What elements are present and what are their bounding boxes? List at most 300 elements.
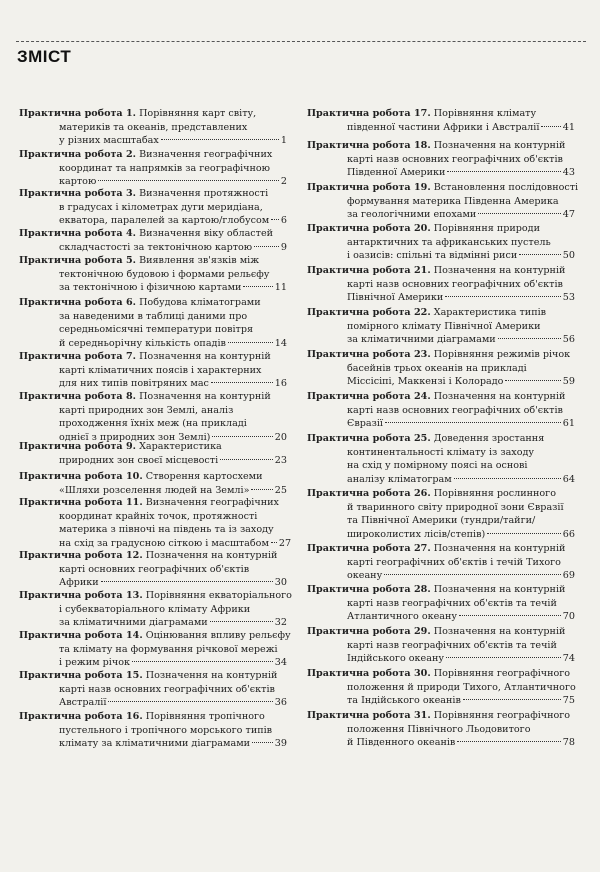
toc-entry-line [19, 296, 287, 310]
toc-page-number: 69 [562, 570, 575, 582]
toc-entry-line [307, 107, 575, 121]
toc-leader-dots [541, 126, 560, 127]
toc-entry-line [307, 583, 575, 597]
toc-entry-line [19, 404, 287, 418]
toc-entry-line [19, 656, 287, 670]
toc-entry-text: на схід у помірному поясі на основі [347, 460, 528, 472]
toc-entry-text: Позначення на контурній [433, 265, 566, 276]
toc-entry-line [307, 681, 575, 695]
toc-entry-text: пустельного і тропічного морського типів [59, 724, 273, 736]
toc-entry-line [19, 643, 287, 657]
toc-entry-label: Практична робота 29. [307, 626, 431, 637]
toc-entry-line [19, 696, 287, 710]
toc-page-number: 30 [274, 577, 287, 589]
toc-entry-text: Встановлення послідовності [433, 182, 579, 193]
toc-entry-text: Австралії [59, 697, 107, 709]
toc-leader-dots [108, 701, 272, 702]
toc-entry-label: Практична робота 26. [307, 488, 431, 499]
toc-entry-text: за кліматичними діаграмами [59, 617, 208, 629]
toc-entry-label: Практична робота 25. [307, 433, 431, 444]
toc-entry-line [19, 629, 291, 643]
toc-entry-text: Позначення на контурній [139, 351, 271, 362]
toc-entry-text: Порівняння природи [433, 223, 540, 234]
toc-entry-line [307, 348, 575, 362]
toc-entry-line [307, 195, 575, 209]
toc-entry-text: Характеристика [139, 441, 222, 452]
toc-entry-text: карті назв географічних об'єктів та течій [347, 597, 557, 609]
toc-entry-text: Позначення на контурній [139, 391, 271, 402]
toc-leader-dots [271, 542, 277, 543]
toc-entry-line [19, 470, 287, 484]
toc-entry-text: океану [347, 570, 383, 582]
toc-entry-line [307, 597, 575, 611]
toc-entry-text: положення й природи Тихого, Атлантичного [347, 681, 576, 693]
toc-entry-line [307, 278, 575, 292]
toc-page-number: 41 [562, 121, 575, 133]
toc-entry-line [307, 652, 575, 666]
toc-entry-line [307, 625, 575, 639]
toc-entry-line [19, 227, 287, 241]
toc-entry-label: Практична робота 8. [19, 391, 136, 402]
toc-entry-line [307, 432, 575, 446]
toc-leader-dots [463, 699, 561, 700]
toc-leader-dots [505, 380, 560, 381]
toc-entry-text: на схід за градусною сіткою і масштабом [59, 537, 269, 549]
toc-entry[interactable] [19, 549, 287, 590]
toc-entry-line [19, 268, 287, 282]
toc-leader-dots [384, 574, 561, 575]
toc-entry-line [19, 669, 287, 683]
toc-entry[interactable] [307, 348, 575, 389]
toc-entry-text: Індійського океану [347, 653, 444, 665]
toc-entry-line [307, 320, 575, 334]
toc-entry-text: Порівняння екваторіального [145, 590, 292, 601]
toc-entry-line [19, 576, 287, 590]
toc-page-number: 32 [274, 617, 287, 629]
toc-entry-line [19, 241, 287, 255]
toc-page-number: 61 [562, 418, 575, 430]
toc-entry-line [19, 121, 287, 135]
toc-entry[interactable] [19, 440, 287, 467]
toc-entry-line [307, 236, 575, 250]
toc-entry-line [307, 404, 575, 418]
toc-entry-text: Африки [59, 577, 99, 589]
toc-entry-text: Порівняння режимів річок [433, 349, 571, 360]
toc-entry[interactable] [19, 254, 287, 295]
toc-entry-line [307, 291, 575, 305]
toc-entry[interactable] [19, 187, 287, 228]
toc-entry-line [307, 514, 575, 528]
toc-page-number: 39 [274, 738, 287, 750]
toc-entry-text: карті назв основних географічних об'єктів [347, 153, 563, 165]
toc-leader-dots [211, 382, 273, 383]
toc-entry-label: Практична робота 16. [19, 711, 143, 722]
toc-entry-text: Визначення географічних [145, 497, 279, 508]
toc-entry-line [19, 162, 287, 176]
toc-entry-text: проходження їхніх меж (на прикладі [59, 418, 247, 430]
toc-entry-text: Порівняння тропічного [145, 711, 265, 722]
toc-entry[interactable] [307, 432, 575, 486]
top-rule [16, 41, 586, 42]
toc-entry[interactable] [19, 227, 287, 254]
toc-leader-dots [161, 139, 279, 140]
toc-entry-line [307, 121, 575, 135]
toc-entry-label: Практична робота 22. [307, 307, 431, 318]
toc-entry-line [307, 694, 575, 708]
toc-entry[interactable] [19, 148, 287, 189]
toc-page-number: 47 [562, 209, 575, 221]
toc-entry-label: Практична робота 21. [307, 265, 431, 276]
toc-entry-line [307, 333, 575, 347]
toc-entry-text: Характеристика типів [433, 307, 547, 318]
toc-entry-text: карті назв географічних об'єктів та течій [347, 639, 557, 651]
toc-entry[interactable] [307, 264, 575, 305]
toc-entry-label: Практична робота 18. [307, 140, 431, 151]
toc-entry-label: Практична робота 27. [307, 543, 431, 554]
toc-entry-label: Практична робота 28. [307, 584, 431, 595]
toc-entry[interactable] [19, 296, 287, 350]
toc-entry-label: Практична робота 5. [19, 255, 136, 266]
toc-entry-line [19, 417, 287, 431]
toc-entry-text: середньомісячні температури повітря [59, 324, 254, 336]
toc-entry-label: Практична робота 2. [19, 149, 136, 160]
toc-entry-text: екватора, паралелей за картою/глобусом [59, 215, 270, 227]
toc-entry-line [307, 181, 579, 195]
toc-entry-line [307, 222, 575, 236]
page-title: ЗМІСТ [17, 47, 72, 66]
toc-entry-line [19, 510, 287, 524]
toc-entry[interactable] [19, 710, 287, 751]
toc-entry-label: Практична робота 4. [19, 228, 136, 239]
toc-entry-text: Євразії [347, 418, 383, 430]
toc-entry-line [307, 556, 575, 570]
toc-page-number: 64 [562, 473, 575, 485]
toc-entry-line [19, 603, 287, 617]
toc-entry-text: положення Північного Льодовитого [347, 723, 531, 735]
toc-entry-line [19, 134, 287, 148]
toc-entry-label: Практична робота 7. [19, 351, 136, 362]
toc-entry-line [307, 208, 575, 222]
toc-entry[interactable] [307, 625, 575, 666]
toc-entry-line [19, 523, 287, 537]
toc-page-number: 78 [562, 737, 575, 749]
toc-entry-text: і оазисів: спільні та відмінні риси [347, 250, 518, 262]
toc-entry[interactable] [307, 487, 575, 541]
toc-entry-line [307, 501, 575, 515]
toc-entry-line [307, 667, 575, 681]
toc-entry-line [19, 496, 287, 510]
toc-leader-dots [271, 219, 279, 220]
toc-entry[interactable] [19, 107, 287, 148]
toc-page-number: 50 [562, 250, 575, 262]
toc-page-number: 70 [562, 611, 575, 623]
toc-entry-text: карті природних зон Землі, аналіз [59, 404, 234, 416]
toc-entry-text: Позначення на контурній [433, 140, 566, 151]
toc-entry-text: складчастості за тектонічною картою [59, 241, 253, 253]
toc-entry-text: Позначення на контурній [145, 550, 278, 561]
toc-entry[interactable] [19, 390, 287, 444]
toc-entry-text: Порівняння клімату [433, 108, 537, 119]
toc-entry-text: і режим річок [59, 657, 130, 669]
toc-entry-label: Практична робота 11. [19, 497, 143, 508]
toc-leader-dots [243, 286, 272, 287]
toc-entry-line [19, 148, 287, 162]
toc-page-number: 6 [280, 215, 287, 227]
toc-entry-text: в градусах і кілометрах дуги меридіана, [59, 201, 263, 213]
toc-entry-line [19, 337, 287, 351]
toc-entry-text: координат та напрямків за географічною [59, 162, 271, 174]
toc-leader-dots [447, 171, 560, 172]
toc-page-number: 34 [274, 657, 287, 669]
toc-entry-label: Практична робота 14. [19, 630, 143, 641]
toc-entry-label: Практична робота 19. [307, 182, 431, 193]
toc-leader-dots [459, 615, 561, 616]
toc-leader-dots [519, 254, 561, 255]
toc-entry-label: Практична робота 1. [19, 108, 136, 119]
toc-entry-text: Побудова кліматограми [139, 297, 261, 308]
toc-entry-label: Практична робота 13. [19, 590, 143, 601]
toc-entry[interactable] [19, 629, 291, 670]
toc-entry-line [19, 201, 287, 215]
toc-entry-line [19, 549, 287, 563]
toc-page-number: 74 [562, 653, 575, 665]
toc-entry-line [19, 323, 287, 337]
toc-entry-text: карті основних географічних об'єктів [59, 563, 250, 575]
toc-entry-label: Практична робота 31. [307, 710, 431, 721]
toc-entry-text: для них типів повітряних мас [59, 378, 209, 390]
toc-entry-label: Практична робота 24. [307, 391, 431, 402]
toc-entry-label: Практична робота 15. [19, 670, 143, 681]
toc-leader-dots [251, 489, 272, 490]
toc-entry-line [307, 473, 575, 487]
toc-leader-dots [220, 459, 273, 460]
toc-entry[interactable] [307, 667, 575, 708]
toc-entry-text: аналізу кліматограм [347, 473, 452, 485]
toc-entry-text: Міссісіпі, Маккензі і Колорадо [347, 376, 504, 388]
toc-entry[interactable] [307, 390, 575, 431]
toc-leader-dots [132, 661, 273, 662]
toc-entry-line [19, 454, 287, 468]
toc-entry-line [19, 350, 287, 364]
toc-entry[interactable] [307, 583, 575, 624]
toc-entry-text: Північної Америки [347, 292, 444, 304]
toc-entry-line [307, 446, 575, 460]
toc-leader-dots [487, 533, 561, 534]
toc-leader-dots [210, 621, 273, 622]
toc-entry-line [307, 390, 575, 404]
toc-entry-label: Практична робота 10. [19, 471, 143, 482]
toc-entry-text: формування материка Південна Америка [347, 195, 559, 207]
toc-entry[interactable] [19, 350, 287, 391]
toc-entry-text: «Шляхи розселення людей на Землі» [59, 484, 250, 496]
toc-entry-text: Визначення протяжності [139, 188, 269, 199]
toc-entry-text: широколистих лісів/степів) [347, 528, 486, 540]
toc-leader-dots [98, 180, 279, 181]
toc-entry-text: за тектонічною і фізичною картами [59, 282, 242, 294]
toc-entry-line [307, 610, 575, 624]
toc-entry-label: Практична робота 20. [307, 223, 431, 234]
toc-entry-text: материка з півночі на південь та із заходу [59, 524, 274, 536]
toc-page-number: 2 [280, 176, 287, 188]
toc-entry-text: Визначення віку областей [139, 228, 274, 239]
toc-entry-line [307, 153, 575, 167]
toc-entry-line [307, 166, 575, 180]
toc-page-number: 36 [274, 697, 287, 709]
toc-entry-text: Позначення на контурній [433, 584, 566, 595]
toc-entry-line [307, 542, 575, 556]
toc-entry-text: й Південного океанів [347, 737, 456, 749]
toc-entry-line [19, 724, 287, 738]
toc-entry-text: Атлантичного океану [347, 611, 458, 623]
toc-entry[interactable] [307, 306, 575, 347]
toc-entry[interactable] [307, 709, 575, 750]
toc-entry-line [307, 569, 575, 583]
toc-entry-text: континентальності клімату із заходу [347, 446, 535, 458]
toc-entry-line [19, 390, 287, 404]
toc-entry-label: Практична робота 23. [307, 349, 431, 360]
toc-leader-dots [445, 296, 561, 297]
toc-entry-line [19, 737, 287, 751]
toc-entry-line [307, 459, 575, 473]
toc-page-number: 66 [562, 528, 575, 540]
toc-entry-line [19, 254, 287, 268]
toc-entry-text: за наведеними в таблиці даними про [59, 310, 248, 322]
toc-entry-line [307, 139, 575, 153]
toc-entry-line [307, 736, 575, 750]
toc-page-number: 25 [274, 484, 287, 496]
toc-entry-text: Порівняння географічного [433, 710, 571, 721]
toc-entry-text: Позначення на контурній [433, 626, 566, 637]
toc-leader-dots [385, 422, 561, 423]
toc-entry-text: Позначення на контурній [145, 670, 278, 681]
toc-entry-line [19, 310, 287, 324]
toc-entry-line [307, 264, 575, 278]
toc-entry-text: Південної Америки [347, 167, 446, 179]
toc-entry-text: Позначення на контурній [433, 391, 566, 402]
toc-leader-dots [457, 741, 560, 742]
toc-entry-line [19, 440, 287, 454]
toc-entry-text: й середньорічну кількість опадів [59, 337, 226, 349]
toc-leader-dots [454, 478, 561, 479]
toc-page-number: 59 [562, 376, 575, 388]
toc-entry-line [307, 709, 575, 723]
toc-page-number: 53 [562, 292, 575, 304]
toc-entry-text: карті географічних об'єктів і течій Тихого [347, 556, 561, 568]
toc-entry-text: карті кліматичних поясів і характерних [59, 364, 262, 376]
toc-page-number: 16 [274, 378, 287, 390]
toc-entry-line [19, 683, 287, 697]
toc-entry-line [19, 616, 287, 630]
toc-page-number: 23 [274, 454, 287, 466]
toc-entry[interactable] [307, 222, 575, 263]
toc-entry-text: за кліматичними діаграмами [347, 334, 496, 346]
toc-entry[interactable] [19, 496, 292, 550]
toc-entry-line [307, 306, 575, 320]
toc-entry-text: південної частини Африки і Австралії [347, 121, 540, 133]
toc-entry-text: за геологічними епохами [347, 209, 477, 221]
toc-entry-text: карті назв основних географічних об'єктів [347, 404, 563, 416]
toc-entry-text: Позначення на контурній [433, 543, 566, 554]
toc-page-number: 20 [274, 431, 287, 443]
toc-entry-text: та Індійського океанів [347, 695, 461, 707]
toc-entry-line [19, 377, 287, 391]
toc-entry-text: та клімату на формування річкової мережі [59, 643, 278, 655]
toc-entry-line [19, 710, 287, 724]
toc-entry-text: Порівняння географічного [433, 668, 571, 679]
toc-page-number: 11 [274, 282, 287, 294]
toc-entry-line [19, 107, 287, 121]
toc-entry-label: Практична робота 30. [307, 668, 431, 679]
toc-leader-dots [228, 342, 273, 343]
toc-entry[interactable] [307, 107, 575, 134]
toc-page-number: 56 [562, 334, 575, 346]
toc-page-number: 27 [278, 537, 292, 549]
toc-entry-text: Доведення зростання [433, 433, 545, 444]
toc-entry[interactable] [19, 589, 292, 630]
toc-entry-text: однієї з природних зон Землі) [59, 431, 211, 443]
toc-entry-line [19, 563, 287, 577]
toc-entry-text: Порівняння рослинного [433, 488, 556, 499]
toc-entry[interactable] [307, 139, 575, 180]
toc-entry-text: Виявлення зв'язків між [139, 255, 260, 266]
toc-page-number: 43 [562, 167, 575, 179]
toc-entry[interactable] [19, 669, 287, 710]
toc-entry-text: антарктичних та африканських пустель [347, 236, 551, 248]
toc-leader-dots [252, 742, 273, 743]
toc-entry-line [19, 214, 287, 228]
toc-entry-line [307, 375, 575, 389]
toc-entry-text: басейнів трьох океанів на прикладі [347, 362, 527, 374]
toc-entry-text: та Північної Америки (тундри/тайги/ [347, 515, 536, 527]
toc-entry-text: клімату за кліматичними діаграмами [59, 738, 251, 750]
toc-entry-text: помірного клімату Північної Америки [347, 320, 541, 332]
toc-entry-line [307, 249, 575, 263]
toc-entry[interactable] [19, 470, 287, 497]
toc-leader-dots [254, 246, 279, 247]
toc-entry[interactable] [307, 542, 575, 583]
toc-entry-text: Створення картосхеми [145, 471, 263, 482]
toc-entry-line [19, 281, 287, 295]
toc-entry-line [307, 362, 575, 376]
toc-entry[interactable] [307, 181, 579, 222]
toc-entry-text: Порівняння карт світу, [139, 108, 257, 119]
toc-leader-dots [101, 581, 273, 582]
toc-entry-text: материків та океанів, представлених [59, 121, 248, 133]
toc-page-number: 14 [274, 337, 287, 349]
toc-entry-text: тектонічною будовою і формами рельєфу [59, 268, 270, 280]
toc-entry-text: карті назв основних географічних об'єктів [59, 683, 275, 695]
toc-entry-line [19, 589, 292, 603]
toc-entry-line [19, 187, 287, 201]
toc-entry-label: Практична робота 6. [19, 297, 136, 308]
toc-page-number: 9 [280, 241, 287, 253]
toc-entry-line [307, 417, 575, 431]
toc-leader-dots [478, 213, 560, 214]
toc-page-number: 75 [562, 695, 575, 707]
toc-entry-label: Практична робота 9. [19, 441, 136, 452]
toc-entry-line [307, 723, 575, 737]
toc-entry-text: природних зон своєї місцевості [59, 454, 219, 466]
toc-entry-label: Практична робота 17. [307, 108, 431, 119]
toc-leader-dots [212, 436, 272, 437]
toc-entry-line [19, 364, 287, 378]
toc-entry-text: карті назв основних географічних об'єктів [347, 278, 563, 290]
toc-entry-label: Практична робота 12. [19, 550, 143, 561]
toc-entry-label: Практична робота 3. [19, 188, 136, 199]
toc-leader-dots [446, 657, 561, 658]
toc-entry-text: Оцінювання впливу рельєфу [145, 630, 291, 641]
toc-page-number: 1 [280, 135, 287, 147]
